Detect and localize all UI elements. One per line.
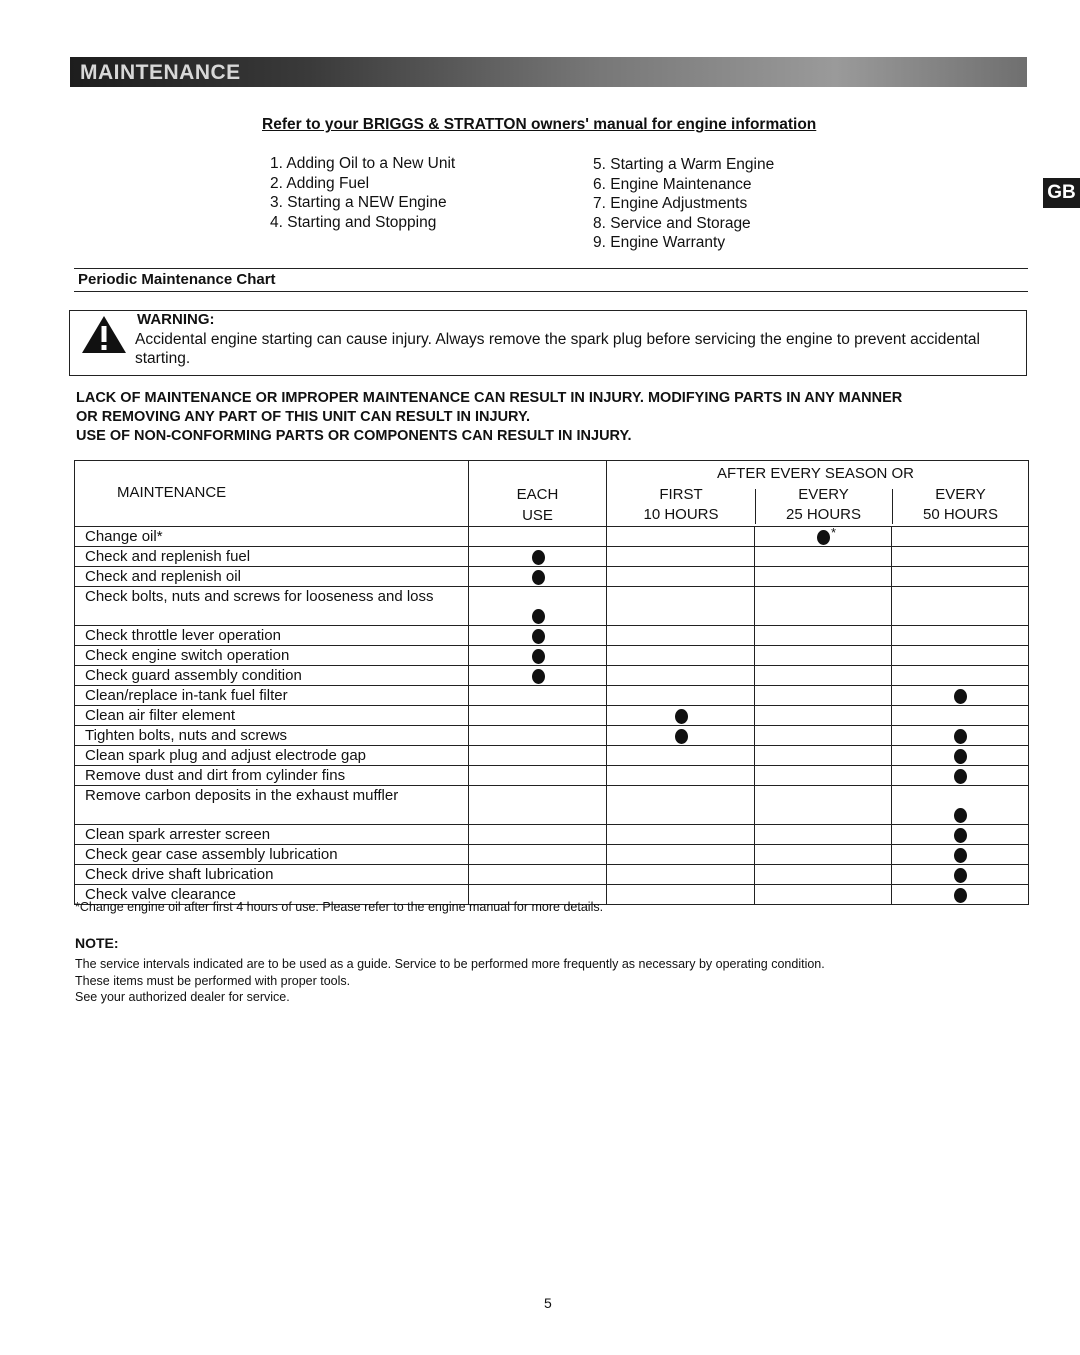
note-line: See your authorized dealer for service. [75,990,290,1004]
interval-cell-every-25 [755,845,892,865]
interval-cell-every-25 [755,666,892,686]
interval-cell-first-10 [607,587,755,626]
table-row [75,865,1029,885]
col-header-every-25: EVERY 25 HOURS [785,486,862,523]
interval-cell-every-25 [755,527,892,547]
table-row [75,666,1029,686]
task-cell: Change oil* [75,527,469,547]
required-bullet [532,570,545,585]
toc-item: 4. Starting and Stopping [270,213,437,231]
interval-cell-first-10 [607,885,755,905]
interval-cell-each-use [469,746,607,766]
task-cell: Check drive shaft lubrication [75,865,469,885]
toc-right-column [593,155,774,253]
note-line: The service intervals indicated are to be used as a guide. Service to be performed more frequently as necessary by operating condition. [75,957,825,971]
interval-cell-first-10 [607,527,755,547]
required-bullet [817,530,830,545]
table-row [75,626,1029,646]
interval-cell-every-25 [755,646,892,666]
task-cell: Check and replenish oil [75,567,469,587]
toc-item: 9. Engine Warranty [593,234,726,251]
note-line: These items must be performed with proper tools. [75,973,351,988]
interval-cell-every-50 [892,766,1029,786]
interval-cell-every-25 [755,726,892,746]
col-header-first-10: FIRST 10 HOURS [643,486,719,523]
task-cell: Clean spark arrester screen [75,825,469,845]
section-banner [70,57,1027,87]
toc-item: 8. Service and Storage [593,214,751,232]
toc-item: 2. Adding Fuel [270,174,370,192]
interval-cell-every-25 [755,626,892,646]
interval-cell-each-use [469,706,607,726]
interval-cell-every-50 [892,726,1029,746]
interval-cell-each-use [469,786,607,825]
interval-cell-every-50 [892,587,1029,626]
table-row [75,746,1029,766]
caution-line: USE OF NON-CONFORMING PARTS OR COMPONENTS CAN RESULT IN INJURY. [76,428,632,444]
task-cell: Check bolts, nuts and screws for looseness and loss [75,587,469,626]
warning-text: Accidental engine starting can cause injury. Always remove the spark plug before servicing the engine to prevent accidental starting. [135,331,980,367]
interval-cell-first-10 [607,547,755,567]
col-header-each-use: EACH USE [469,461,607,527]
table-row [75,527,1029,547]
toc-item: 7. Engine Adjustments [593,195,748,212]
toc-item: 3. Starting a NEW Engine [270,194,447,211]
table-row [75,547,1029,567]
interval-cell-every-50 [892,845,1029,865]
table-row [75,646,1029,666]
task-cell: Check valve clearance [75,885,469,905]
task-cell: Clean/replace in-tank fuel filter [75,686,469,706]
interval-cell-first-10 [607,746,755,766]
chart-header-row [75,461,1029,527]
interval-cell-every-50 [892,547,1029,567]
interval-cell-first-10 [607,845,755,865]
interval-cell-each-use [469,587,607,626]
interval-cell-each-use [469,547,607,567]
table-row [75,686,1029,706]
interval-cell-every-50 [892,825,1029,845]
interval-cell-first-10 [607,686,755,706]
interval-cell-every-50 [892,626,1029,646]
note-title: NOTE: [75,935,119,951]
task-cell: Check engine switch operation [75,646,469,666]
col-header-every-50: EVERY 50 HOURS [922,486,999,523]
caution-line: LACK OF MAINTENANCE OR IMPROPER MAINTENANCE CAN RESULT IN INJURY. MODIFYING PARTS IN ANY MANNER [76,390,903,406]
interval-cell-each-use [469,726,607,746]
interval-cell-first-10 [607,865,755,885]
toc-item: 6. Engine Maintenance [593,175,752,193]
table-row [75,786,1029,825]
required-bullet [954,888,967,903]
task-cell: Remove carbon deposits in the exhaust muffler [75,786,469,825]
interval-cell-every-50 [892,686,1029,706]
col-header-season-group [607,461,1029,527]
interval-cell-first-10 [607,766,755,786]
task-cell: Clean spark plug and adjust electrode gap [75,746,469,766]
required-bullet [532,649,545,664]
required-bullet [954,868,967,883]
task-cell: Check gear case assembly lubrication [75,845,469,865]
warning-triangle-icon [81,314,127,354]
note-text [75,956,825,1006]
required-bullet [675,709,688,724]
required-bullet [532,550,545,565]
caution-statements [76,389,1026,446]
oil-footnote: *Change engine oil after first 4 hours of use. Please refer to the engine manual for more details. [75,900,604,914]
page-number: 5 [544,1295,552,1311]
toc-left-column [270,154,455,232]
interval-cell-every-25 [755,885,892,905]
warning-title: WARNING: [137,311,215,328]
table-row [75,587,1029,626]
interval-cell-first-10 [607,825,755,845]
task-cell: Remove dust and dirt from cylinder fins [75,766,469,786]
required-bullet [675,729,688,744]
interval-cell-each-use [469,845,607,865]
interval-cell-every-25 [755,706,892,726]
required-bullet [532,669,545,684]
season-group-label: AFTER EVERY SEASON OR [717,465,914,482]
caution-line: OR REMOVING ANY PART OF THIS UNIT CAN RESULT IN INJURY. [76,409,531,425]
interval-cell-every-50 [892,746,1029,766]
interval-cell-each-use [469,766,607,786]
interval-cell-every-25 [755,547,892,567]
interval-cell-every-25 [755,786,892,825]
interval-cell-first-10 [607,786,755,825]
task-cell: Check guard assembly condition [75,666,469,686]
required-bullet [954,828,967,843]
interval-cell-every-25 [755,865,892,885]
required-bullet [954,749,967,764]
interval-cell-each-use [469,865,607,885]
interval-cell-each-use [469,686,607,706]
task-cell: Check and replenish fuel [75,547,469,567]
banner-title: MAINTENANCE [80,61,241,84]
interval-cell-every-50 [892,706,1029,726]
toc-item: 5. Starting a Warm Engine [593,156,775,173]
interval-cell-every-50 [892,527,1029,547]
task-cell: Tighten bolts, nuts and screws [75,726,469,746]
table-row [75,845,1029,865]
interval-cell-every-50 [892,666,1029,686]
language-tab-gb: GB [1043,178,1080,208]
interval-cell-each-use [469,626,607,646]
interval-cell-every-50 [892,786,1029,825]
engine-manual-reference: Refer to your BRIGGS & STRATTON owners' manual for engine information [262,116,817,133]
task-cell: Check throttle lever operation [75,626,469,646]
interval-cell-every-50 [892,567,1029,587]
interval-cell-each-use [469,825,607,845]
required-bullet [954,808,967,823]
required-bullet [532,629,545,644]
interval-cell-every-50 [892,885,1029,905]
interval-cell-first-10 [607,666,755,686]
required-bullet [954,848,967,863]
oil-asterisk: * [831,525,837,540]
interval-cell-every-25 [755,825,892,845]
interval-cell-every-25 [755,686,892,706]
col-header-maintenance: MAINTENANCE [75,461,469,527]
chart-heading: Periodic Maintenance Chart [78,271,276,288]
required-bullet [954,769,967,784]
table-row [75,825,1029,845]
table-row [75,567,1029,587]
interval-cell-every-25 [755,746,892,766]
table-row [75,706,1029,726]
interval-cell-first-10 [607,726,755,746]
required-bullet [954,729,967,744]
table-row [75,726,1029,746]
interval-cell-first-10 [607,706,755,726]
interval-cell-every-25 [755,766,892,786]
divider [74,268,1028,269]
task-cell: Clean air filter element [75,706,469,726]
interval-cell-every-50 [892,646,1029,666]
required-bullet [954,689,967,704]
interval-cell-every-25 [755,567,892,587]
interval-cell-first-10 [607,626,755,646]
interval-cell-first-10 [607,646,755,666]
required-bullet [532,609,545,624]
toc-item: 1. Adding Oil to a New Unit [270,155,456,172]
interval-cell-each-use [469,527,607,547]
interval-cell-each-use [469,666,607,686]
interval-cell-first-10 [607,567,755,587]
interval-cell-every-50 [892,865,1029,885]
maintenance-chart [74,460,1029,905]
table-row [75,766,1029,786]
divider [74,291,1028,292]
interval-cell-every-25 [755,587,892,626]
interval-cell-each-use [469,646,607,666]
interval-cell-each-use [469,567,607,587]
